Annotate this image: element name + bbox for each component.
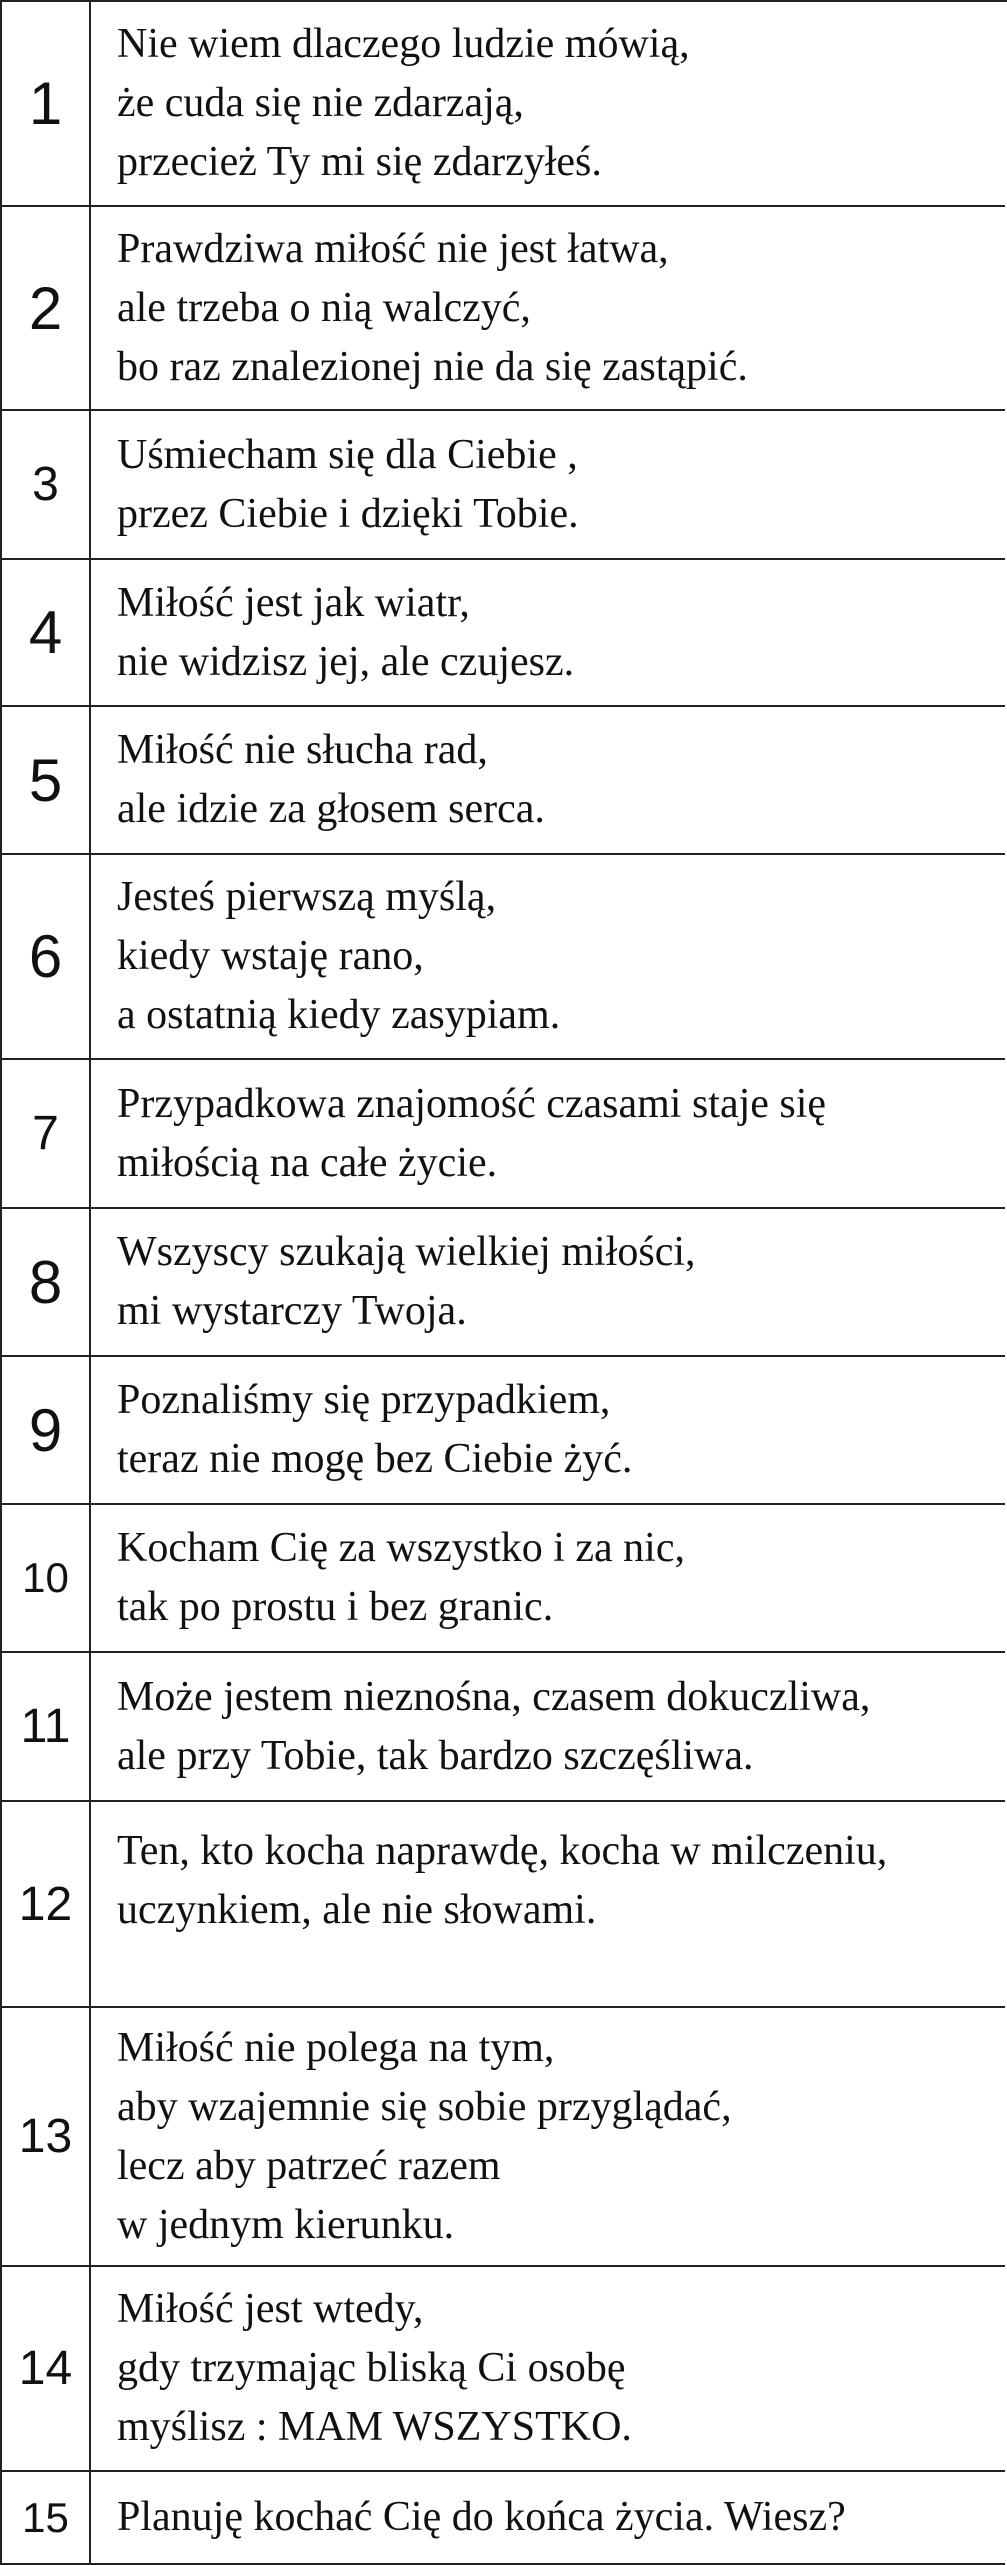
quote-line: Ten, kto kocha naprawdę, kocha w milczeniu, xyxy=(117,1828,888,1874)
row-number: 8 xyxy=(2,1209,91,1355)
quote-line: uczynkiem, ale nie słowami. xyxy=(117,1887,597,1933)
quote-text xyxy=(91,2472,1005,2563)
quote-line: Planuję kochać Cię do końca życia. Wiesz? xyxy=(117,2494,846,2540)
table-row xyxy=(2,1802,1005,2008)
quote-line: Przypadkowa znajomość czasami staje się xyxy=(117,1080,827,1127)
quote-text xyxy=(91,1802,1005,2006)
table-row xyxy=(2,560,1005,707)
quote-line: Poznaliśmy się przypadkiem, xyxy=(117,1377,611,1423)
table-row xyxy=(2,2008,1005,2267)
quote-line: teraz nie mogę bez Ciebie żyć. xyxy=(117,1436,633,1482)
quote-line: nie widzisz jej, ale czujesz. xyxy=(117,638,575,685)
table-row xyxy=(2,1505,1005,1653)
quote-text xyxy=(91,1653,1005,1800)
quote-text xyxy=(91,1357,1005,1503)
table-row xyxy=(2,207,1005,411)
row-number: 5 xyxy=(2,707,91,853)
row-number: 1 xyxy=(2,2,91,205)
table-row xyxy=(2,707,1005,855)
quote-text xyxy=(91,707,1005,853)
quote-text xyxy=(91,2008,1005,2265)
quote-line: przecież Ty mi się zdarzyłeś. xyxy=(117,139,602,185)
quote-line: lecz aby patrzeć razem xyxy=(117,2142,501,2189)
quote-line: mi wystarczy Twoja. xyxy=(117,1288,467,1334)
row-number: 9 xyxy=(2,1357,91,1503)
table-row xyxy=(2,1653,1005,1802)
quote-line: Miłość jest jak wiatr, xyxy=(117,579,470,626)
quote-line: Wszyscy szukają wielkiej miłości, xyxy=(117,1229,696,1275)
quote-text xyxy=(91,1209,1005,1355)
quote-line: gdy trzymając bliską Ci osobę xyxy=(117,2345,626,2391)
row-number: 12 xyxy=(2,1802,91,2006)
quote-line: ale przy Tobie, tak bardzo szczęśliwa. xyxy=(117,1732,754,1779)
quote-line: miłością na całe życie. xyxy=(117,1139,498,1186)
quote-text xyxy=(91,1505,1005,1651)
quote-line: ale idzie za głosem serca. xyxy=(117,786,545,832)
table-row xyxy=(2,411,1005,560)
quote-text xyxy=(91,2,1005,205)
quote-line: Prawdziwa miłość nie jest łatwa, xyxy=(117,225,669,272)
quote-text xyxy=(91,1060,1005,1207)
quote-line: w jednym kierunku. xyxy=(117,2201,455,2248)
quote-line: aby wzajemnie się sobie przyglądać, xyxy=(117,2083,732,2130)
quote-line: Kocham Cię za wszystko i za nic, xyxy=(117,1525,685,1571)
table-row xyxy=(2,2267,1005,2472)
quote-line: Miłość nie polega na tym, xyxy=(117,2024,555,2071)
table-row xyxy=(2,855,1005,1060)
quote-line: przez Ciebie i dzięki Tobie. xyxy=(117,490,579,537)
row-number: 15 xyxy=(2,2472,91,2563)
table-row xyxy=(2,2,1005,207)
table-row xyxy=(2,2472,1005,2565)
quote-text xyxy=(91,2267,1005,2470)
quote-text xyxy=(91,207,1005,409)
quote-line: Może jestem nieznośna, czasem dokuczliwa, xyxy=(117,1673,871,1720)
quote-line: że cuda się nie zdarzają, xyxy=(117,80,524,126)
quote-line: Uśmiecham się dla Ciebie , xyxy=(117,431,578,478)
quote-line: bo raz znalezionej nie da się zastąpić. xyxy=(117,343,748,390)
row-number: 3 xyxy=(2,411,91,558)
quote-line: Jesteś pierwszą myślą, xyxy=(117,874,497,920)
quote-text xyxy=(91,855,1005,1058)
quote-line: tak po prostu i bez granic. xyxy=(117,1584,554,1630)
quote-line: Nie wiem dlaczego ludzie mówią, xyxy=(117,21,690,67)
quote-text xyxy=(91,560,1005,705)
row-number: 4 xyxy=(2,560,91,705)
quote-text xyxy=(91,411,1005,558)
table-row xyxy=(2,1060,1005,1209)
quote-line: Miłość nie słucha rad, xyxy=(117,727,488,773)
quote-line: ale trzeba o nią walczyć, xyxy=(117,284,531,331)
quote-line: a ostatnią kiedy zasypiam. xyxy=(117,992,561,1038)
row-number: 14 xyxy=(2,2267,91,2470)
quote-line: kiedy wstaję rano, xyxy=(117,933,424,979)
quote-line: myślisz : MAM WSZYSTKO. xyxy=(117,2404,632,2450)
row-number: 2 xyxy=(2,207,91,409)
row-number: 10 xyxy=(2,1505,91,1651)
table-row xyxy=(2,1209,1005,1357)
row-number: 13 xyxy=(2,2008,91,2265)
row-number: 6 xyxy=(2,855,91,1058)
quote-line: Miłość jest wtedy, xyxy=(117,2286,424,2332)
row-number: 7 xyxy=(2,1060,91,1207)
table-row xyxy=(2,1357,1005,1505)
row-number: 11 xyxy=(2,1653,91,1800)
